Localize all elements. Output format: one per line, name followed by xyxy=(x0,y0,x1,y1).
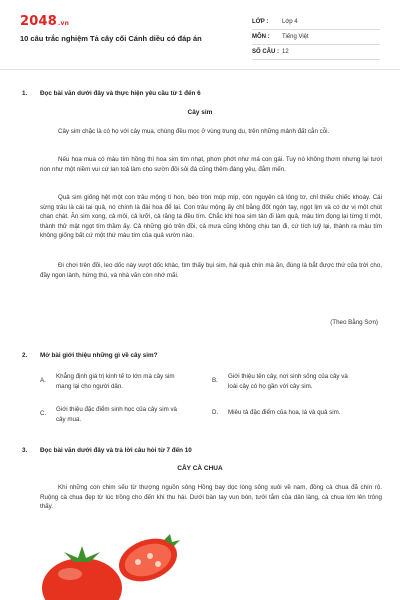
question-1: 1. Đọc bài văn dưới đây và thực hiện yêu cầu từ 1 đến 6 xyxy=(22,90,201,97)
answer-option-d[interactable]: D. Miêu tả đặc điểm của hoa, lá và quả sim. xyxy=(212,409,341,416)
passage-paragraph: Đi chơi trên đồi, leo dốc này vượt dốc khác, tìm thấy bụi sim, hái quả chín mà ăn, đúng là bắt được thứ của trời cho, đầy ngon lành, hứng thú, và nhà văn còn nhớ mãi. xyxy=(40,262,382,279)
question-3: 3. Đọc bài văn dưới đây và trả lời câu hỏi từ 7 đến 10 xyxy=(22,447,192,454)
passage-paragraph: Khi những con chim sếu từ thượng nguồn sông Hồng bay dọc lòng sông xuôi về nam, đồng cà chua đã chín rộ. Ruộng cà chua đẹp từ lúc trồng cho đến khi thu hái. Dưới bàn tay vun bón, tưới tắm của dân làng, cà chua lớn lên trông thấy. xyxy=(40,484,382,511)
document-title: 10 câu trắc nghiệm Tả cây cối Cánh diều có đáp án xyxy=(20,34,202,43)
tomato-icon xyxy=(42,558,122,600)
meta-row-subject: MÔN : Tiếng Việt xyxy=(252,30,380,45)
tomato-illustration xyxy=(40,532,190,600)
document-body xyxy=(0,70,400,600)
answer-option-a[interactable]: A. Khẳng định giá trị kinh tế to lớn mà cây sim mang lại cho người dân. xyxy=(40,373,175,390)
passage-paragraph: Nếu hoa mua có màu tím hồng thì hoa sim tím nhạt, phơn phớt như má con gái. Tuy nó không thơm nhưng lại tươi non như một niềm vui cứ lan toả làm cho sườn đồi sỏi đá cũng thêm đáng yêu, đằm mến. xyxy=(40,156,382,173)
passage-credit: (Theo Bằng Sơn) xyxy=(330,319,378,326)
site-logo[interactable]: 2048.vn xyxy=(20,14,70,29)
meta-row-count: SỐ CÂU : 12 xyxy=(252,45,380,60)
passage-paragraph: Cây sim chặc là có họ với cây mua, chúng đều mọc ở vùng trung du, trên những mảnh đất cằn cỗi. xyxy=(58,128,330,135)
answer-option-b[interactable]: B. Giới thiệu tên cây, nơi sinh sống của cây và loài cây có họ gần với cây sim. xyxy=(212,373,348,390)
passage-paragraph: Quả sim giống hệt một con trâu mộng tí hon, béo tròn múp míp, còn nguyên cả lông tơ, chỉ thiếu chiếc khoáy. Cái sừng trâu là cái tai quả, nó chính là đài hoa để lại. Con trâu mộng ấy chỉ bằng đốt ngón tay, ngọt lịm và có dư vị một chút chan chát. Ăn sim xong, cả môi, cả lưỡi, cả răng ta đều tím. Chắc khi hoa sim tàn đi làm quả, màu tím đọng lại từng tí một, thành thử mật ngọt tím thầm ấy. Cả những gió trên đồi, cả mưa cũng không chịu tan đi, cứ tích luỹ lại, thành ra màu tím không giống bất cứ một thứ màu tím của quả vườn nào. xyxy=(40,194,382,240)
document-header xyxy=(0,0,400,70)
meta-row-grade: LỚP : Lớp 4 xyxy=(252,15,380,30)
passage-title-cay-sim: Cây sim xyxy=(187,109,213,116)
passage-title-cay-ca-chua: CÂY CÀ CHUA xyxy=(177,465,223,472)
answer-option-c[interactable]: C. Giới thiệu đặc điểm sinh học của cây sim và cây mua. xyxy=(40,406,177,423)
question-2: 2. Mở bài giới thiệu những gì về cây sim? xyxy=(22,352,158,359)
document-meta xyxy=(252,15,380,60)
